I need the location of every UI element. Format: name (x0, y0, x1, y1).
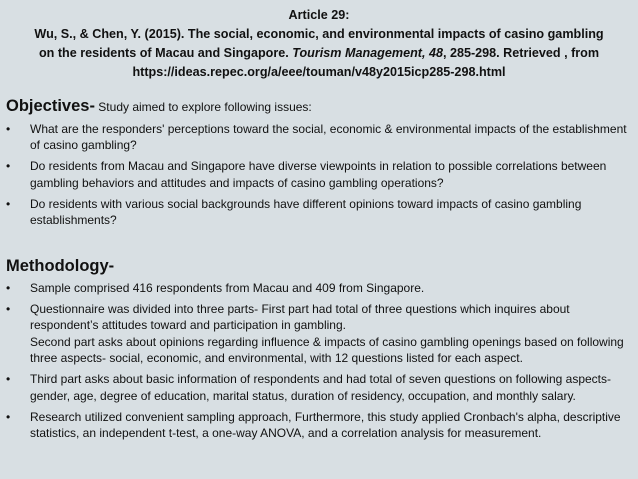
item-text: What are the responders' perceptions toward the social, economic & environmental impacts of the establishment of casino gambling? (30, 122, 627, 153)
methodology-title: Methodology- (6, 257, 115, 275)
journal-name: Tourism Management, 48 (292, 46, 443, 60)
bullet-icon: • (6, 302, 11, 316)
item-text: Do residents from Macau and Singapore have diverse viewpoints in relation to possible correlations between gambling behaviors and attitudes and impacts of casino gambling operations? (30, 159, 607, 190)
bullet-icon: • (6, 409, 11, 424)
article-number: Article 29: (288, 8, 350, 22)
citation-text: on the residents of Macau and Singapore. (38, 46, 293, 60)
objectives-intro: Study aimed to explore following issues: (94, 100, 312, 114)
list-item (6, 371, 630, 404)
bullet-icon: • (6, 196, 11, 211)
citation-line-2 (0, 44, 638, 63)
item-text: Third part asks about basic information of respondents and had total of seven questions on following aspects- gender, age, degree of education, marital status, duration of residency, occupation, and monthly salary. (30, 372, 612, 403)
list-item (6, 196, 630, 229)
item-text: Research utilized convenient sampling approach, Furthermore, this study applied Cronbach's alpha, descriptive statistics, an independent t-test, a one-way ANOVA, and a correlation analysis for measurement. (30, 409, 621, 441)
list-item (6, 301, 630, 367)
list-item (6, 158, 630, 191)
citation-line-1: Wu, S., & Chen, Y. (2015). The social, economic, and environmental impacts of casino gambling (34, 27, 604, 41)
bullet-icon: • (6, 122, 11, 136)
list-item (6, 280, 630, 296)
item-text: Do residents with various social backgrounds have different opinions toward impacts of casino gambling establishments? (30, 196, 582, 228)
objectives-title: Objectives- (6, 97, 95, 115)
bullet-icon: • (6, 159, 11, 174)
citation-url: https://ideas.repec.org/a/eee/touman/v48y2015icp285-298.html (132, 65, 506, 79)
item-text: Questionnaire was divided into three parts- First part had total of three questions which inquires about respondent’s attitudes toward and participation in gambling. (30, 302, 570, 333)
methodology-section (6, 256, 630, 446)
methodology-list (6, 280, 630, 441)
objectives-section (6, 96, 630, 233)
citation-pages: , 285-298. Retrieved , from (442, 46, 600, 60)
item-text: Sample comprised 416 respondents from Macau and 409 from Singapore. (30, 281, 425, 295)
bullet-icon: • (6, 281, 11, 295)
citation-header (0, 0, 638, 82)
objectives-list (6, 121, 630, 229)
list-item (6, 409, 630, 442)
bullet-icon: • (6, 372, 11, 387)
item-subtext: Second part asks about opinions regarding influence & impacts of casino gambling openings based on following three aspects- social, economic, and environmental, with 12 questions listed for each aspect. (30, 334, 624, 366)
list-item (6, 121, 630, 154)
